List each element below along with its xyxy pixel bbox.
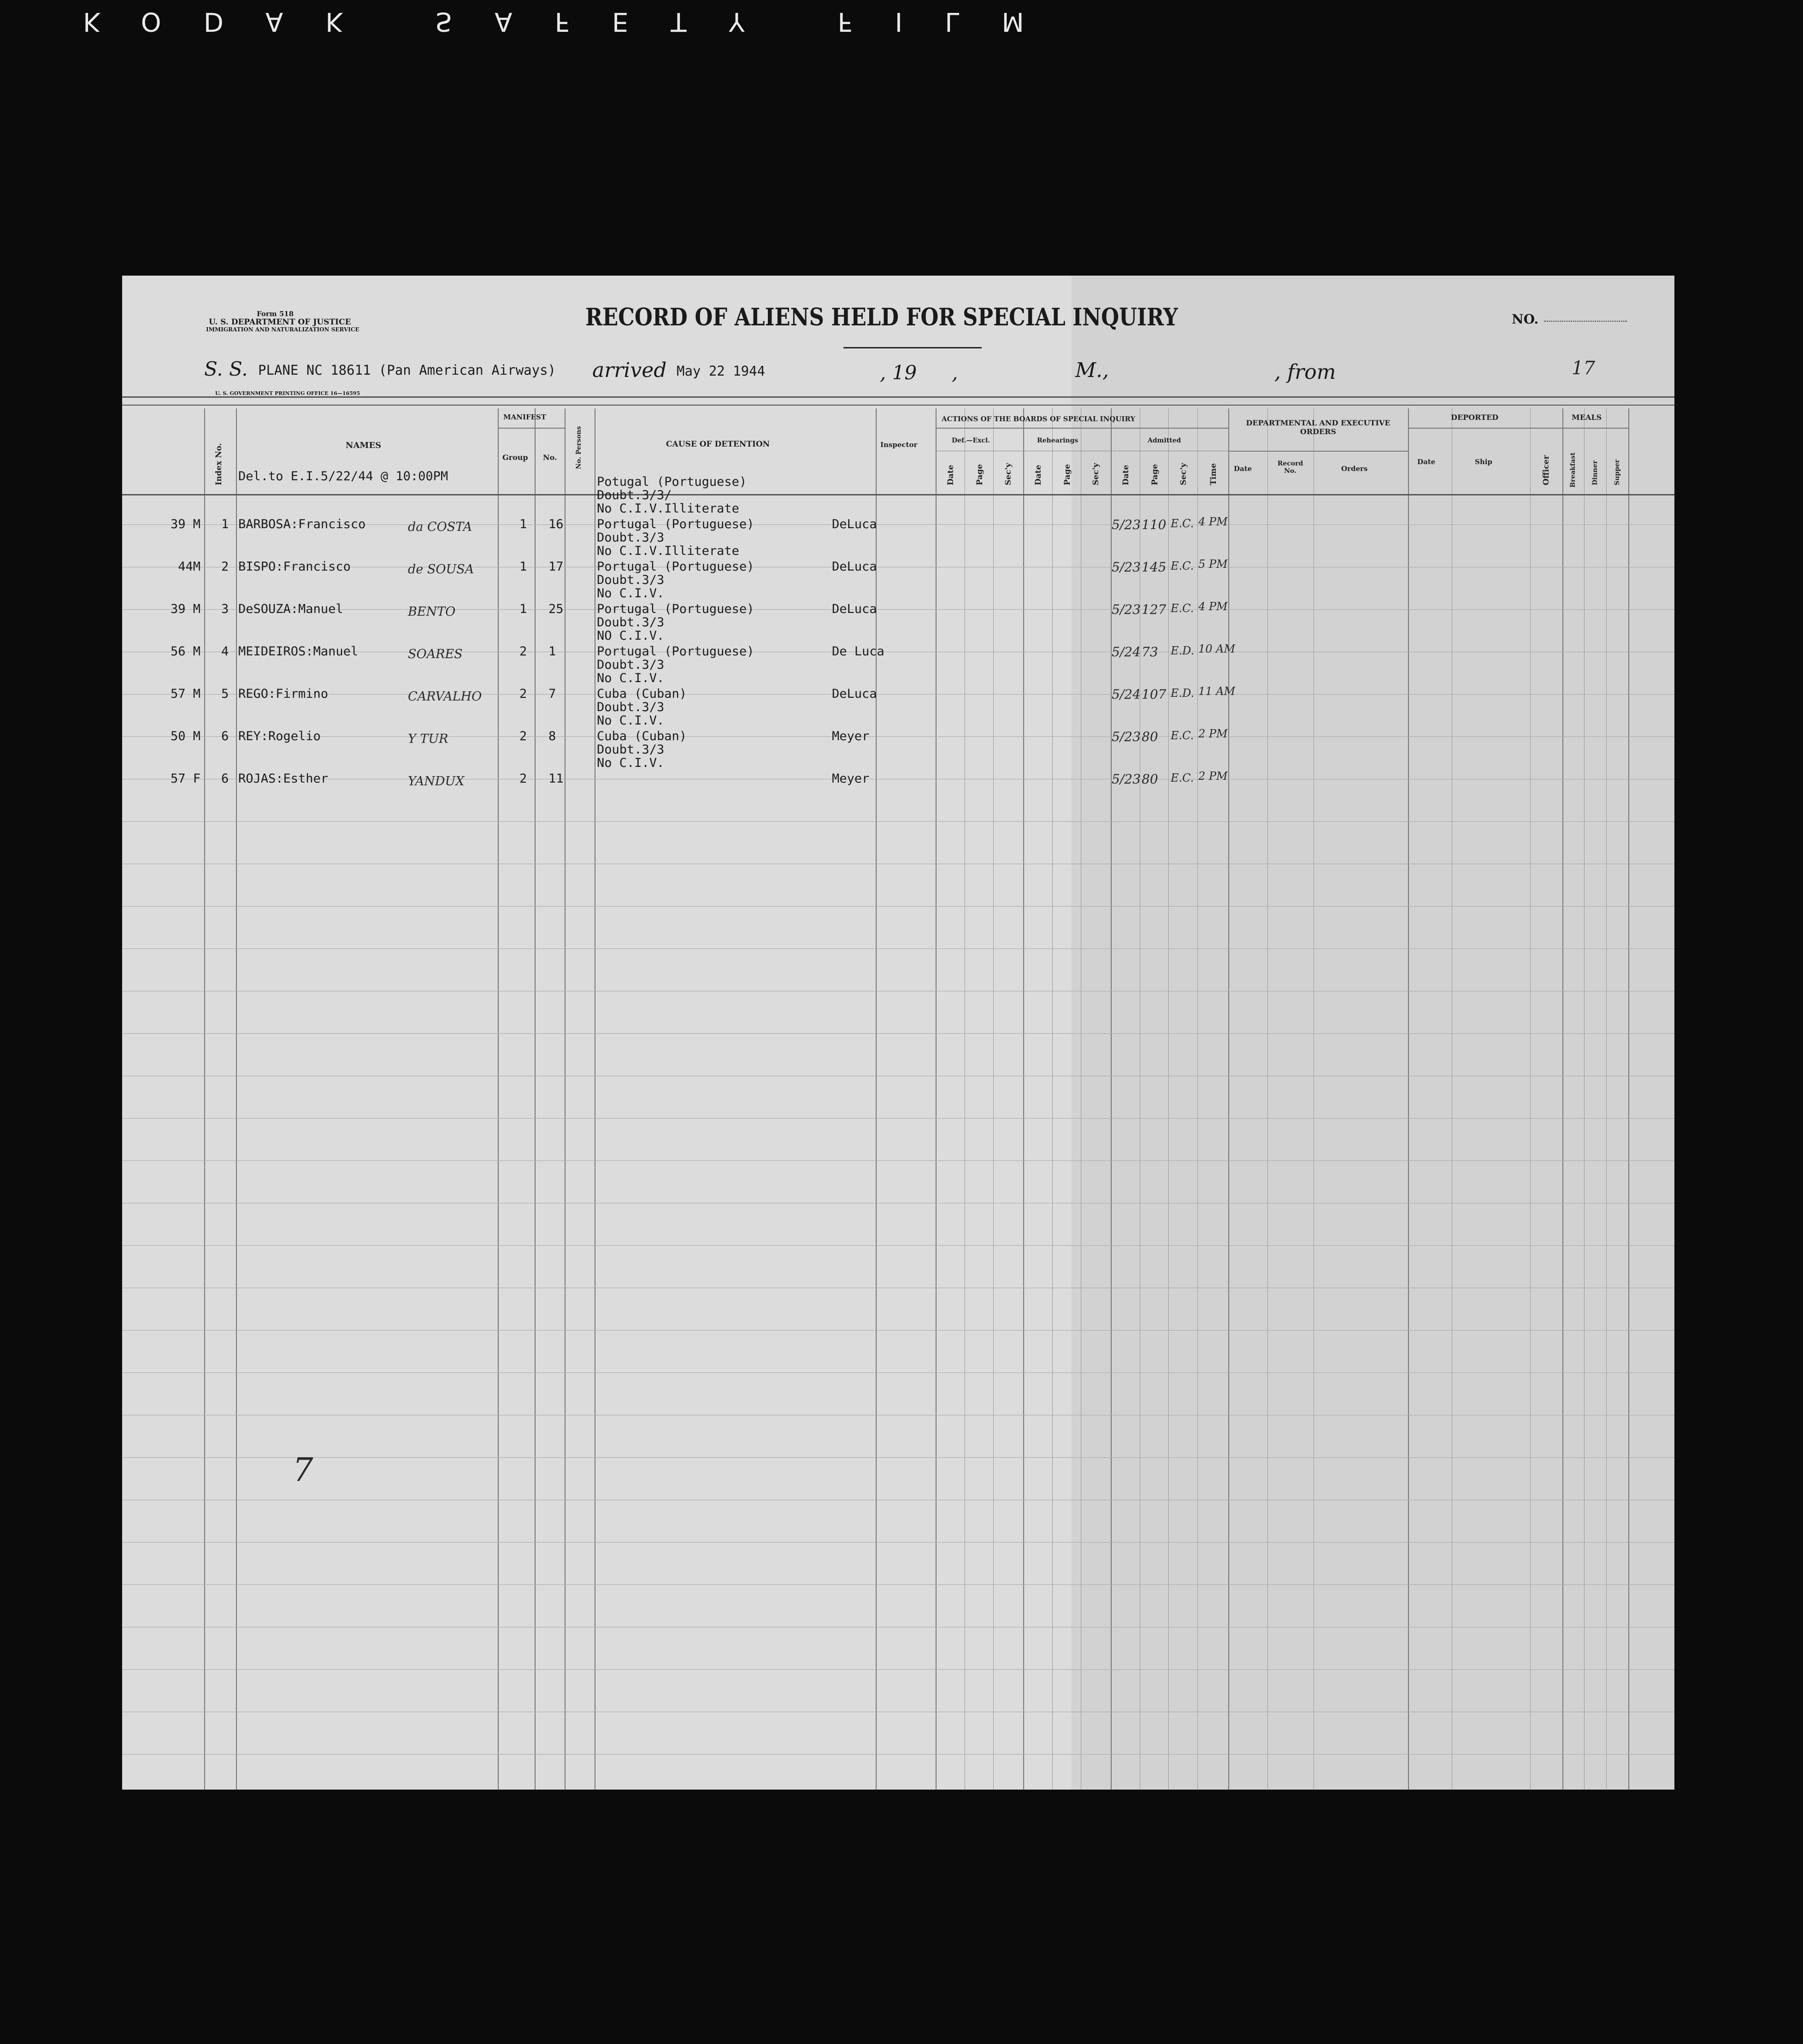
admitted-date: 5/23 — [1112, 772, 1141, 787]
ruled-line — [122, 1160, 1674, 1161]
column-line — [498, 408, 499, 1790]
inspector-name: De Luca — [832, 644, 884, 659]
admitted-time: 10 AM — [1198, 642, 1236, 655]
reh-date-header: Date — [1034, 465, 1043, 485]
manifest-no: 1 — [548, 644, 556, 659]
column-line — [1606, 408, 1607, 1790]
admitted-time: 4 PM — [1198, 515, 1228, 528]
service-label: IMMIGRATION AND NATURALIZATION SERVICE — [206, 326, 359, 333]
column-line — [1197, 408, 1198, 1790]
column-line — [1052, 408, 1053, 1790]
cause-nationality: Potugal (Portuguese) — [597, 475, 747, 489]
inspector-name: Meyer — [832, 729, 870, 743]
actions-header: ACTIONS OF THE BOARDS OF SPECIAL INQUIRY — [942, 415, 1136, 423]
ruled-line — [122, 736, 1674, 737]
number-label: NO. — [1512, 312, 1539, 327]
handwritten-name: de SOUSA — [408, 562, 474, 577]
manifest-no: 8 — [548, 729, 556, 743]
header-rule — [936, 428, 1228, 429]
handwritten-name: Y TUR — [408, 732, 448, 746]
handwritten-name: CARVALHO — [408, 689, 482, 704]
handwritten-name: SOARES — [408, 647, 463, 661]
admitted-time: 4 PM — [1198, 600, 1228, 613]
manifest-no-header: No. — [543, 453, 557, 462]
index-no: 1 — [221, 517, 229, 531]
handwritten-name: BENTO — [408, 605, 456, 619]
inspector-header: Inspector — [880, 441, 918, 449]
adm-page-header: Page — [1150, 464, 1160, 485]
admitted-date: 5/23 — [1112, 602, 1141, 617]
admitted-date: 5/23 — [1112, 517, 1141, 532]
admitted-date: 5/23 — [1112, 560, 1141, 575]
ruled-line — [122, 1372, 1674, 1373]
column-line — [1530, 408, 1531, 1790]
column-line — [993, 408, 994, 1790]
header-rule — [1562, 428, 1628, 429]
age-sex: 57 F — [170, 772, 200, 786]
def-secy-header: Sec'y — [1004, 463, 1013, 485]
admitted-secy: E.C. — [1171, 602, 1194, 615]
manifest-group: 1 — [519, 602, 527, 616]
handwritten-name: YANDUX — [408, 774, 465, 789]
cause-reason: Doubt.3/3 — [597, 573, 665, 587]
admitted-page: 80 — [1142, 772, 1158, 787]
cause-header: CAUSE OF DETENTION — [666, 440, 770, 449]
admitted-time: 2 PM — [1198, 727, 1228, 740]
header-bottom-rule — [122, 494, 1674, 495]
adm-date-header: Date — [1121, 465, 1131, 485]
column-line — [236, 408, 237, 1790]
printer-line: U. S. GOVERNMENT PRINTING OFFICE 16—16595 — [215, 390, 360, 396]
header-rule — [122, 396, 1674, 398]
column-line — [1562, 408, 1563, 1790]
cause-reason: Doubt.3/3 — [597, 530, 665, 545]
arrived-label: arrived — [592, 359, 667, 382]
admitted-time: 5 PM — [1198, 558, 1228, 571]
header-rule — [122, 405, 1674, 406]
def-page-header: Page — [975, 464, 984, 485]
admitted-page: 127 — [1142, 602, 1167, 617]
breakfast-header: Breakfast — [1569, 452, 1577, 488]
comma-mark: , — [952, 361, 958, 384]
meals-header: MEALS — [1572, 413, 1602, 422]
manifest-no: 7 — [548, 687, 556, 701]
orders-header: Orders — [1341, 465, 1368, 473]
cause-reason: Doubt.3/3 — [597, 658, 665, 672]
adm-time-header: Time — [1209, 463, 1218, 485]
margin-mark: 7 — [293, 1451, 313, 1489]
dept-date-header: Date — [1234, 465, 1252, 473]
admitted-header: Admitted — [1148, 437, 1181, 444]
age-sex: 50 M — [170, 729, 200, 743]
header-rule — [1408, 428, 1562, 429]
admitted-secy: E.D. — [1171, 687, 1195, 700]
ruled-line — [122, 906, 1674, 907]
manifest-group: 2 — [519, 644, 527, 659]
adm-secy-header: Sec'y — [1179, 463, 1188, 485]
ruled-line — [122, 609, 1674, 610]
index-no: 6 — [221, 729, 229, 743]
arrival-date: May 22 1944 — [677, 363, 766, 379]
column-line — [1408, 408, 1409, 1790]
alien-name: ROJAS:Esther — [238, 772, 329, 786]
admitted-page: 80 — [1142, 729, 1158, 744]
manifest-group: 1 — [519, 517, 527, 531]
supper-header: Supper — [1614, 459, 1621, 485]
admitted-secy: E.C. — [1171, 729, 1194, 742]
column-line — [1584, 408, 1585, 1790]
manifest-no: 17 — [548, 560, 564, 574]
names-header: NAMES — [346, 441, 382, 450]
admitted-secy: E.C. — [1171, 560, 1194, 572]
alien-name: DeSOUZA:Manuel — [238, 602, 343, 616]
title-underline — [843, 347, 982, 348]
dinner-header: Dinner — [1591, 460, 1599, 485]
cause-detail: No C.I.V.Illiterate — [597, 544, 739, 558]
admitted-time: 2 PM — [1198, 770, 1228, 783]
alien-name: MEIDEIROS:Manuel — [238, 644, 359, 659]
inspector-name: DeLuca — [832, 687, 877, 701]
rehearings-header: Rehearings — [1037, 437, 1078, 444]
manifest-group: 2 — [519, 772, 527, 786]
department-label: U. S. DEPARTMENT OF JUSTICE — [209, 318, 351, 327]
admitted-date: 5/24 — [1112, 687, 1141, 702]
deported-header: DEPORTED — [1451, 413, 1499, 422]
admitted-secy: E.C. — [1171, 772, 1194, 784]
column-line — [535, 408, 536, 1790]
cause-detail: No C.I.V.Illiterate — [597, 501, 739, 516]
dep-date-header: Date — [1417, 458, 1436, 466]
header-rule — [1228, 451, 1408, 452]
inspector-name: DeLuca — [832, 517, 877, 531]
age-sex: 57 M — [170, 687, 200, 701]
manifest-header: MANIFEST — [503, 413, 547, 421]
no-persons-header: No. Persons — [575, 426, 583, 469]
manifest-group: 1 — [519, 560, 527, 574]
manifest-group: 2 — [519, 729, 527, 743]
record-no-header: Record No. — [1277, 460, 1303, 475]
ruled-line — [122, 1754, 1674, 1755]
header-rule — [498, 428, 565, 429]
ruled-line — [122, 1033, 1674, 1034]
cause-reason: Doubt.3/3 — [597, 742, 665, 757]
form-number: Form 518 — [257, 310, 294, 318]
index-no: 4 — [221, 644, 229, 659]
admitted-date: 5/23 — [1112, 729, 1141, 744]
ruled-line — [122, 1669, 1674, 1670]
column-line — [1628, 408, 1629, 1790]
cause-nationality: Cuba (Cuban) — [597, 687, 687, 701]
cause-detail: NO C.I.V. — [597, 629, 665, 643]
cause-nationality: Portugal (Portuguese) — [597, 644, 754, 659]
film-edge-text: KODAK SAFETY FILM — [83, 6, 1066, 36]
dept-exec-header: DEPARTMENTAL AND EXECUTIVE ORDERS — [1246, 418, 1391, 436]
cause-detail: No C.I.V. — [597, 586, 665, 601]
ship-header: Ship — [1475, 458, 1492, 466]
reh-page-header: Page — [1063, 464, 1072, 485]
cause-nationality: Portugal (Portuguese) — [597, 517, 754, 531]
column-line — [1267, 408, 1268, 1790]
ruled-line — [122, 948, 1674, 949]
column-line — [1228, 408, 1229, 1790]
alien-name: REGO:Firmino — [238, 687, 329, 701]
manifest-group: 2 — [519, 687, 527, 701]
column-line — [565, 408, 566, 1790]
inspector-name: DeLuca — [832, 602, 877, 616]
from-label: , from — [1274, 360, 1336, 384]
ruled-line — [122, 1330, 1674, 1331]
admitted-page: 73 — [1142, 644, 1158, 660]
index-no: 2 — [221, 560, 229, 574]
cause-nationality: Portugal (Portuguese) — [597, 602, 754, 616]
year-label: , 19 — [880, 361, 917, 384]
page-number: 17 — [1572, 358, 1595, 379]
cause-nationality: Cuba (Cuban) — [597, 729, 687, 743]
ruled-line — [122, 1457, 1674, 1458]
cause-reason: Doubt.3/3 — [597, 700, 665, 714]
column-line — [204, 408, 205, 1790]
ss-label: S. S. — [204, 358, 248, 380]
meridian-label: M., — [1075, 359, 1109, 382]
admitted-time: 11 AM — [1198, 685, 1236, 698]
ruled-line — [122, 1542, 1674, 1543]
vessel-name: PLANE NC 18611 (Pan American Airways) — [258, 362, 556, 378]
reh-secy-header: Sec'y — [1091, 463, 1101, 485]
index-no: 3 — [221, 602, 229, 616]
manifest-no: 11 — [548, 772, 564, 786]
age-sex: 39 M — [170, 517, 200, 531]
admitted-secy: E.C. — [1171, 517, 1194, 530]
cause-reason: Doubt.3/3/ — [597, 488, 672, 502]
cause-detail: No C.I.V. — [597, 713, 665, 728]
ruled-line — [122, 694, 1674, 695]
admitted-page: 110 — [1142, 517, 1167, 532]
alien-name: BISPO:Francisco — [238, 560, 351, 574]
admitted-page: 145 — [1142, 560, 1167, 575]
film-edge — [0, 0, 1803, 41]
ruled-line — [122, 1245, 1674, 1246]
admitted-secy: E.D. — [1171, 644, 1195, 657]
handwritten-name: da COSTA — [408, 520, 472, 534]
column-line — [936, 408, 937, 1790]
group-header: Group — [502, 453, 528, 462]
ruled-line — [122, 1118, 1674, 1119]
age-sex: 39 M — [170, 602, 200, 616]
admitted-page: 107 — [1142, 687, 1167, 702]
delivered-note: Del.to E.I.5/22/44 @ 10:00PM — [238, 469, 448, 483]
index-no: 6 — [221, 772, 229, 786]
age-sex: 44M — [178, 560, 200, 574]
column-line — [1023, 408, 1024, 1790]
index-no-header: Index No. — [214, 443, 224, 485]
cause-detail: No C.I.V. — [597, 756, 665, 770]
index-no: 5 — [221, 687, 229, 701]
form-page — [122, 276, 1674, 1790]
alien-name: REY:Rogelio — [238, 729, 321, 743]
alien-name: BARBOSA:Francisco — [238, 517, 366, 531]
number-field — [1544, 321, 1627, 322]
admitted-date: 5/24 — [1112, 644, 1141, 660]
manifest-no: 16 — [548, 517, 564, 531]
cause-detail: No C.I.V. — [597, 671, 665, 685]
inspector-name: DeLuca — [832, 560, 877, 574]
cause-nationality: Portugal (Portuguese) — [597, 560, 754, 574]
cause-reason: Doubt.3/3 — [597, 615, 665, 630]
def-excl-header: Def.—Excl. — [952, 437, 990, 444]
officer-header: Officer — [1542, 455, 1551, 485]
inspector-name: Meyer — [832, 772, 870, 786]
ruled-line — [122, 821, 1674, 822]
column-line — [1168, 408, 1169, 1790]
def-date-header: Date — [946, 465, 955, 485]
manifest-no: 25 — [548, 602, 564, 616]
form-title: RECORD OF ALIENS HELD FOR SPECIAL INQUIRY — [585, 303, 1178, 331]
age-sex: 56 M — [170, 644, 200, 659]
